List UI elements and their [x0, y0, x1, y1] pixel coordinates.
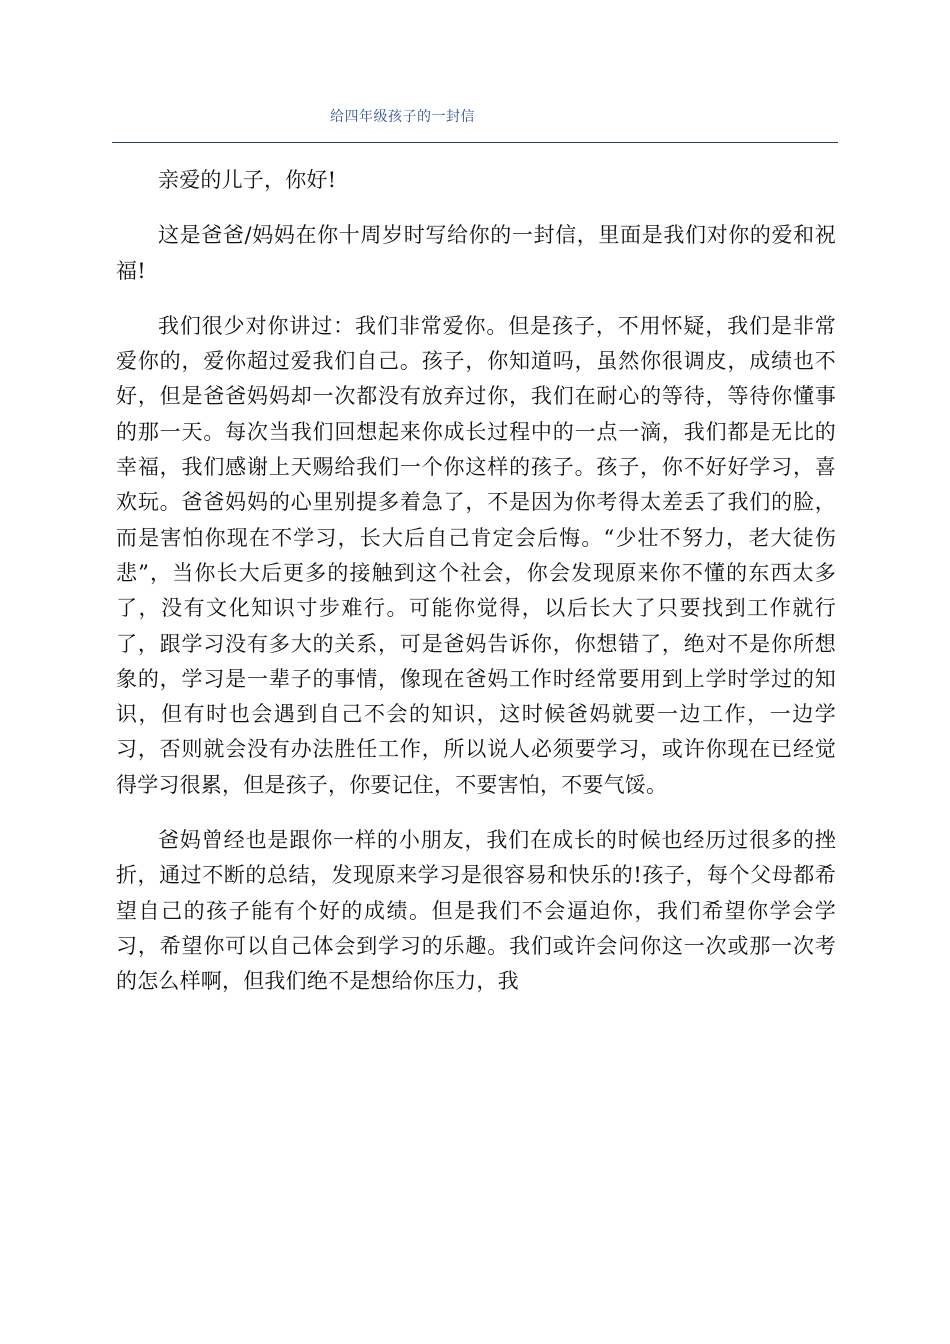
document-title: 给四年级孩子的一封信 — [330, 109, 475, 125]
page-header — [112, 98, 838, 143]
letter-paragraph-3: 爸妈曾经也是跟你一样的小朋友，我们在成长的时候也经历过很多的挫折，通过不断的总结，发现原来学习是很容易和快乐的!孩子，每个父母都希望自己的孩子能有个好的成绩。但是我们不会逼迫你，我们希望你学会学习，希望你可以自己体会到学习的乐趣。我们或许会问你这一次或那一次考的怎么样啊，但我们绝不是想给你压力，我 — [116, 828, 836, 994]
letter-paragraph-1: 这是爸爸/妈妈在你十周岁时写给你的一封信，里面是我们对你的爱和祝福! — [116, 223, 836, 283]
letter-body — [116, 163, 836, 1020]
letter-paragraph-2: 我们很少对你讲过：我们非常爱你。但是孩子，不用怀疑，我们是非常爱你的，爱你超过爱我们自己。孩子，你知道吗，虽然你很调皮，成绩也不好，但是爸爸妈妈却一次都没有放弃过你，我们在耐心的等待，等待你懂事的那一天。每次当我们回想起来你成长过程中的一点一滴，我们都是无比的幸福，我们感谢上天赐给我们一个你这样的孩子。孩子，你不好好学习，喜欢玩。爸爸妈妈的心里别提多着急了，不是因为你考得太差丢了我们的脸，而是害怕你现在不学习，长大后自己肯定会后悔。“少壮不努力，老大徒伤悲”，当你长大后更多的接触到这个社会，你会发现原来你不懂的东西太多了，没有文化知识寸步难行。可能你觉得，以后长大了只要找到工作就行了，跟学习没有多大的关系，可是爸妈告诉你，你想错了，绝对不是你所想象的，学习是一辈子的事情，像现在爸妈工作时经常要用到上学时学过的知识，但有时也会遇到自己不会的知识，这时候爸妈就要一边工作，一边学习，否则就会没有办法胜任工作，所以说人必须要学习，或许你现在已经觉得学习很累，但是孩子，你要记住，不要害怕，不要气馁。 — [116, 313, 836, 797]
letter-salutation: 亲爱的儿子，你好! — [158, 168, 337, 192]
